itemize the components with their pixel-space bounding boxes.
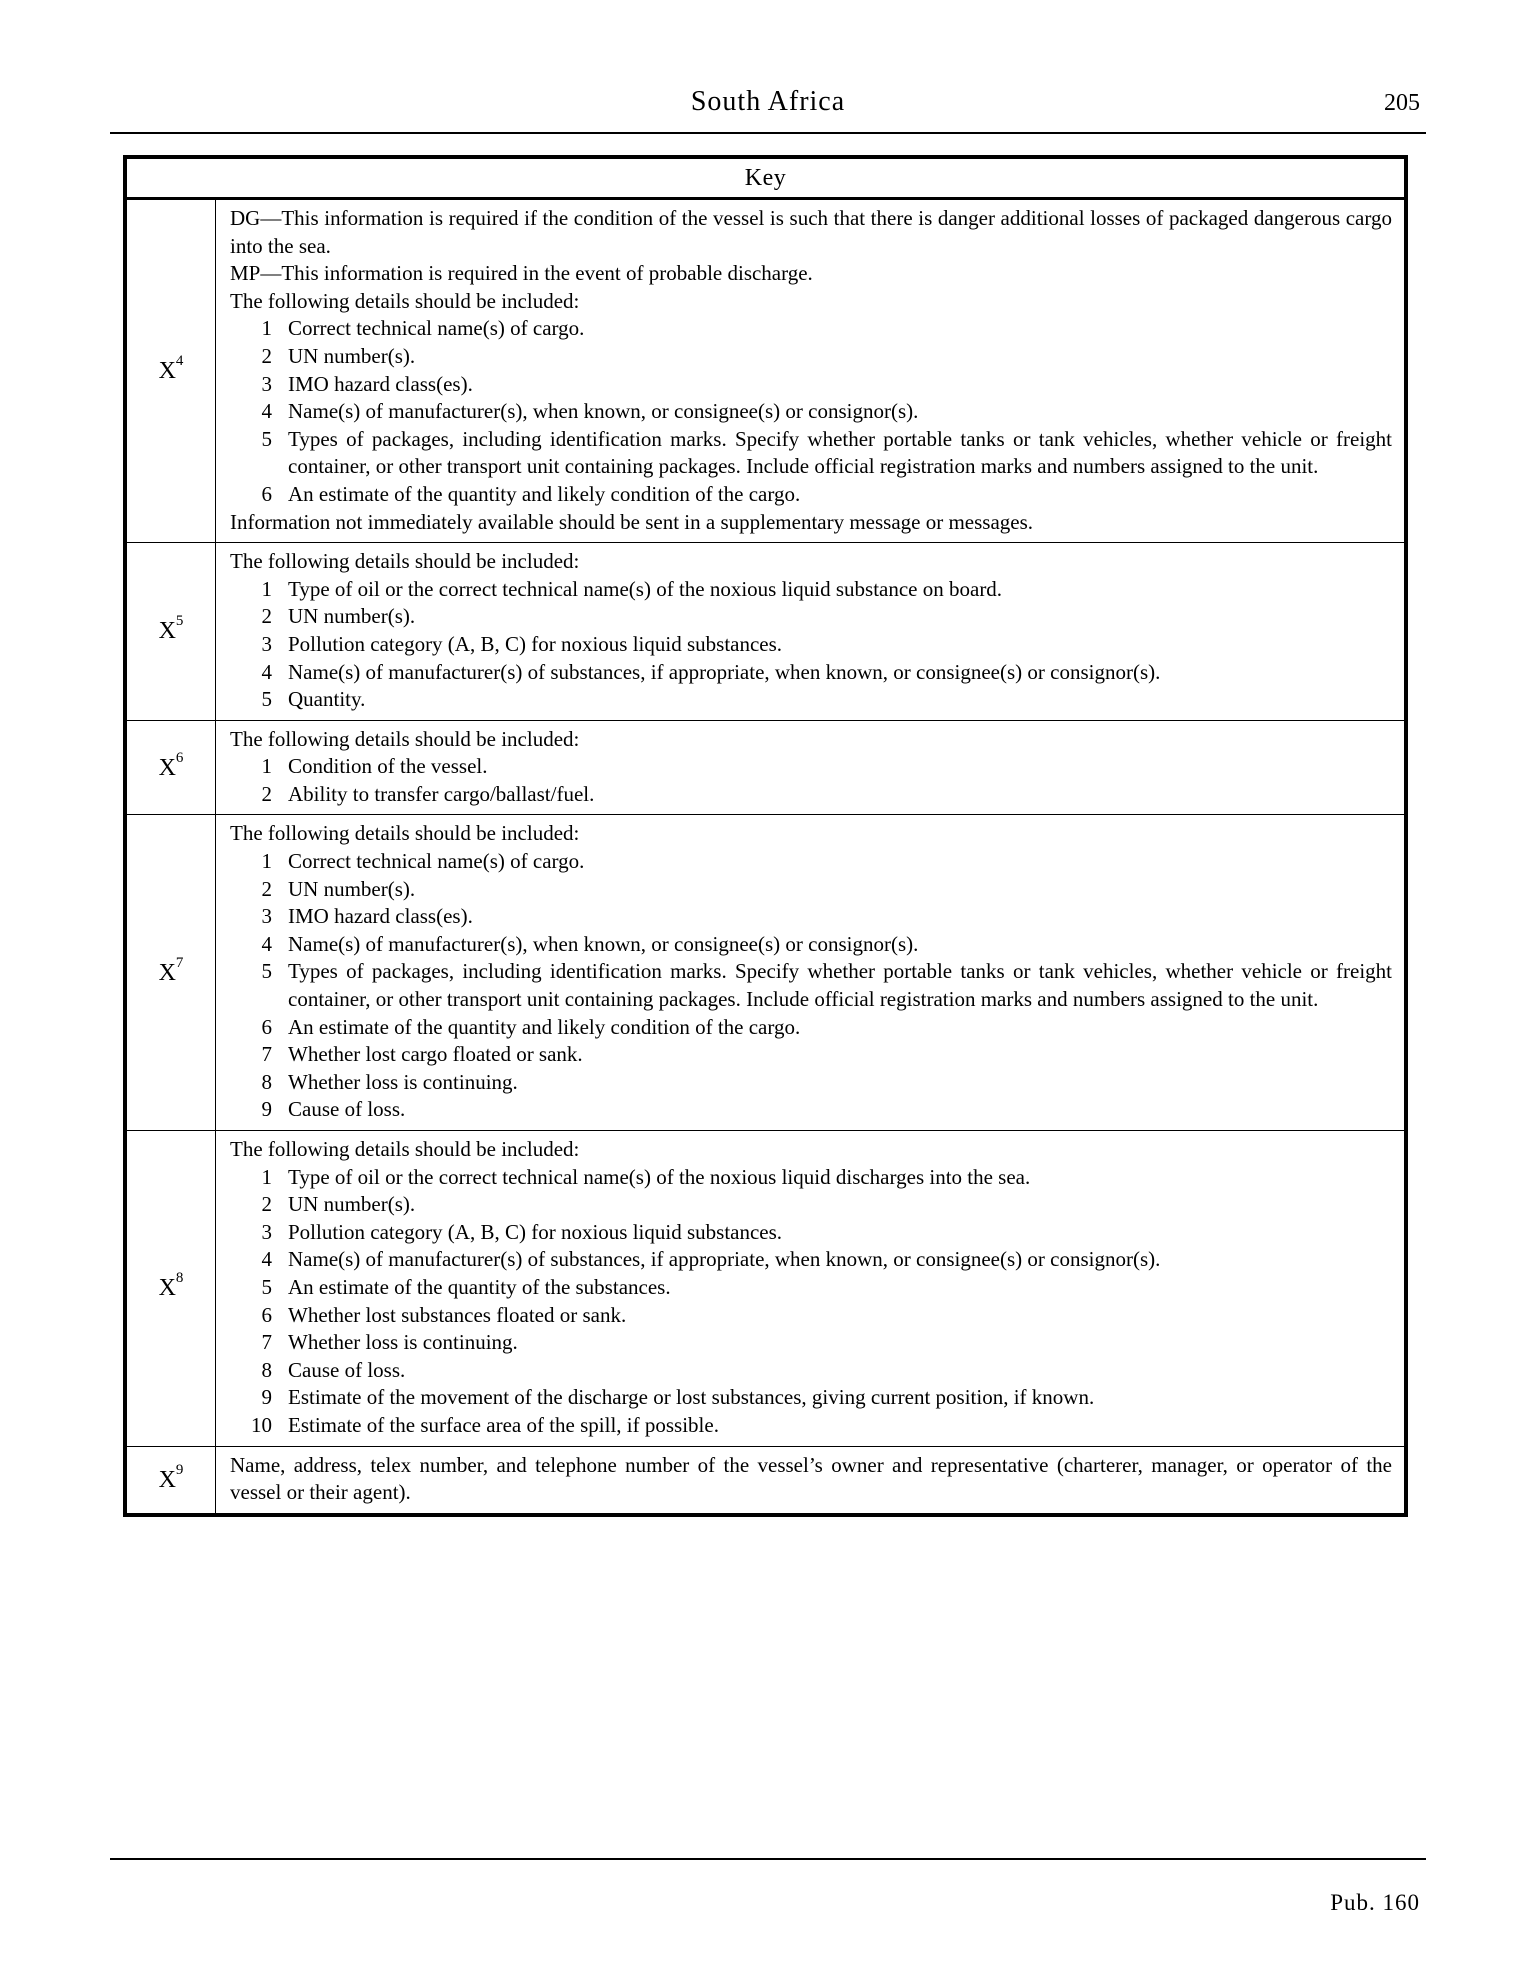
row-content	[216, 543, 1407, 721]
list-item	[230, 1357, 1392, 1385]
list-item	[230, 1412, 1392, 1440]
item-text: Correct technical name(s) of cargo.	[288, 316, 585, 341]
row-label-superscript: 7	[175, 954, 184, 971]
item-number: 8	[261, 1357, 272, 1382]
list-item	[230, 903, 1392, 931]
list-item	[230, 1096, 1392, 1124]
item-text: IMO hazard class(es).	[288, 371, 473, 396]
intro-paragraph: The following details should be included:	[230, 288, 580, 313]
item-number: 4	[261, 931, 272, 956]
row-content	[216, 1446, 1407, 1515]
detail-list	[230, 576, 1392, 714]
key-body	[125, 199, 1406, 1515]
item-number: 2	[261, 604, 272, 629]
row-label-superscript: 5	[175, 613, 184, 630]
item-number: 10	[251, 1412, 272, 1437]
key-row	[125, 199, 1406, 543]
outro-paragraph: Information not immediately available should be sent in a supplementary message or messages.	[230, 509, 1034, 534]
list-item	[230, 631, 1392, 659]
row-label-base: X	[158, 1466, 176, 1493]
list-item	[230, 426, 1392, 481]
detail-list	[230, 315, 1392, 508]
page-header	[110, 86, 1426, 134]
item-text: Types of packages, including identification marks. Specify whether portable tanks or tank vehicles, whether vehicle or freight container, or other transport unit containing packages. Include official registration marks and numbers assigned to the unit.	[288, 959, 1392, 1012]
list-item	[230, 931, 1392, 959]
list-item	[230, 371, 1392, 399]
list-item	[230, 659, 1392, 687]
item-text: An estimate of the quantity and likely condition of the cargo.	[288, 1014, 801, 1039]
item-text: Name(s) of manufacturer(s), when known, or consignee(s) or consignor(s).	[288, 931, 919, 956]
item-number: 5	[261, 687, 272, 712]
list-item	[230, 1191, 1392, 1219]
item-number: 5	[261, 959, 272, 984]
list-item	[230, 876, 1392, 904]
list-item	[230, 576, 1392, 604]
row-label	[125, 720, 216, 815]
item-number: 2	[261, 876, 272, 901]
row-label	[125, 199, 216, 543]
item-text: Whether loss is continuing.	[288, 1069, 518, 1094]
item-text: UN number(s).	[288, 876, 416, 901]
item-text: Type of oil or the correct technical name(s) of the noxious liquid substance on board.	[288, 576, 1003, 601]
item-number: 6	[261, 1014, 272, 1039]
item-text: Type of oil or the correct technical name(s) of the noxious liquid discharges into the sea.	[288, 1164, 1031, 1189]
item-number: 7	[261, 1042, 272, 1067]
row-label-superscript: 8	[175, 1270, 184, 1287]
row-label-superscript: 9	[175, 1461, 184, 1478]
list-item	[230, 1014, 1392, 1042]
key-table	[123, 155, 1408, 1517]
item-text: Whether lost substances floated or sank.	[288, 1302, 627, 1327]
item-number: 4	[261, 1247, 272, 1272]
footer-rule	[110, 1858, 1426, 1860]
item-text: UN number(s).	[288, 343, 416, 368]
item-number: 1	[261, 1164, 272, 1189]
item-number: 1	[261, 316, 272, 341]
row-label-base: X	[158, 358, 176, 385]
item-number: 9	[261, 1385, 272, 1410]
list-item	[230, 603, 1392, 631]
row-label-superscript: 4	[175, 353, 184, 370]
list-item	[230, 1041, 1392, 1069]
list-item	[230, 1069, 1392, 1097]
item-text: UN number(s).	[288, 1192, 416, 1217]
row-label	[125, 815, 216, 1131]
list-item	[230, 1219, 1392, 1247]
detail-list	[230, 1164, 1392, 1440]
item-number: 1	[261, 576, 272, 601]
row-content	[216, 199, 1407, 543]
list-item	[230, 1384, 1392, 1412]
item-number: 2	[261, 1192, 272, 1217]
item-number: 1	[261, 754, 272, 779]
page-title: South Africa	[690, 86, 846, 117]
intro-paragraph: The following details should be included:	[230, 1137, 580, 1161]
row-label-base: X	[158, 754, 176, 781]
key-row	[125, 543, 1406, 721]
item-text: Whether lost cargo floated or sank.	[288, 1042, 583, 1067]
item-text: Pollution category (A, B, C) for noxious liquid substances.	[288, 631, 783, 656]
item-number: 4	[261, 659, 272, 684]
list-item	[230, 1302, 1392, 1330]
item-text: Name(s) of manufacturer(s), when known, or consignee(s) or consignor(s).	[288, 399, 919, 424]
item-text: An estimate of the quantity of the substances.	[288, 1274, 671, 1299]
item-number: 6	[261, 481, 272, 506]
item-number: 3	[261, 371, 272, 396]
item-text: Estimate of the surface area of the spill, if possible.	[288, 1412, 719, 1437]
item-number: 4	[261, 399, 272, 424]
item-text: Ability to transfer cargo/ballast/fuel.	[288, 781, 595, 806]
list-item	[230, 1246, 1392, 1274]
row-label-base: X	[158, 959, 176, 986]
item-text: Cause of loss.	[288, 1357, 406, 1382]
key-row	[125, 1131, 1406, 1447]
intro-paragraph: The following details should be included:	[230, 726, 580, 751]
list-item	[230, 848, 1392, 876]
key-row	[125, 815, 1406, 1131]
row-content	[216, 1131, 1407, 1447]
item-text: IMO hazard class(es).	[288, 904, 473, 929]
intro-paragraph: Name, address, telex number, and telephone number of the vessel’s owner and representative (charterer, manager, or operator of the vessel or their agent).	[230, 1452, 1392, 1505]
key-row	[125, 720, 1406, 815]
item-number: 1	[261, 849, 272, 874]
intro-paragraph: DG—This information is required if the condition of the vessel is such that there is danger additional losses of packaged dangerous cargo into the sea.	[230, 206, 1392, 258]
list-item	[230, 1274, 1392, 1302]
list-item	[230, 781, 1392, 809]
item-text: Quantity.	[288, 687, 366, 712]
item-number: 2	[261, 343, 272, 368]
item-text: Whether loss is continuing.	[288, 1330, 518, 1355]
item-number: 2	[261, 781, 272, 806]
item-number: 5	[261, 1274, 272, 1299]
key-row	[125, 1446, 1406, 1515]
item-text: Name(s) of manufacturer(s) of substances, if appropriate, when known, or consignee(s) or consignor(s).	[288, 1247, 1161, 1272]
item-text: Name(s) of manufacturer(s) of substances, if appropriate, when known, or consignee(s) or consignor(s).	[288, 659, 1161, 684]
item-text: Estimate of the movement of the discharge or lost substances, giving current position, if known.	[288, 1385, 1095, 1410]
item-number: 9	[261, 1097, 272, 1122]
intro-paragraph: The following details should be included:	[230, 549, 580, 574]
row-label	[125, 1131, 216, 1447]
row-label-base: X	[158, 618, 176, 645]
item-text: Cause of loss.	[288, 1097, 406, 1122]
item-text: Correct technical name(s) of cargo.	[288, 849, 585, 874]
list-item	[230, 343, 1392, 371]
detail-list	[230, 848, 1392, 1124]
list-item	[230, 315, 1392, 343]
list-item	[230, 481, 1392, 509]
list-item	[230, 753, 1392, 781]
page-number: 205	[1384, 90, 1420, 116]
list-item	[230, 1329, 1392, 1357]
item-number: 3	[261, 1219, 272, 1244]
item-text: UN number(s).	[288, 604, 416, 629]
row-label	[125, 543, 216, 721]
item-number: 3	[261, 631, 272, 656]
item-text: Types of packages, including identification marks. Specify whether portable tanks or tank vehicles, whether vehicle or freight container, or other transport unit containing packages. Include official registration marks and numbers assigned to the unit.	[288, 426, 1392, 479]
detail-list	[230, 753, 1392, 808]
item-number: 7	[261, 1330, 272, 1355]
intro-paragraph: MP—This information is required in the event of probable discharge.	[230, 261, 813, 286]
list-item	[230, 1164, 1392, 1192]
row-label	[125, 1446, 216, 1515]
row-label-base: X	[158, 1275, 176, 1302]
item-number: 5	[261, 426, 272, 451]
item-text: Pollution category (A, B, C) for noxious liquid substances.	[288, 1219, 783, 1244]
item-number: 6	[261, 1302, 272, 1327]
item-number: 3	[261, 904, 272, 929]
row-content	[216, 815, 1407, 1131]
publication-number: Pub. 160	[1330, 1890, 1420, 1915]
list-item	[230, 958, 1392, 1013]
key-caption: Key	[125, 157, 1406, 199]
item-text: Condition of the vessel.	[288, 754, 488, 779]
key-header-row	[125, 157, 1406, 199]
item-text: An estimate of the quantity and likely condition of the cargo.	[288, 481, 801, 506]
list-item	[230, 686, 1392, 714]
intro-paragraph: The following details should be included:	[230, 821, 580, 846]
row-label-superscript: 6	[175, 749, 184, 766]
list-item	[230, 398, 1392, 426]
row-content	[216, 720, 1407, 815]
item-number: 8	[261, 1069, 272, 1094]
